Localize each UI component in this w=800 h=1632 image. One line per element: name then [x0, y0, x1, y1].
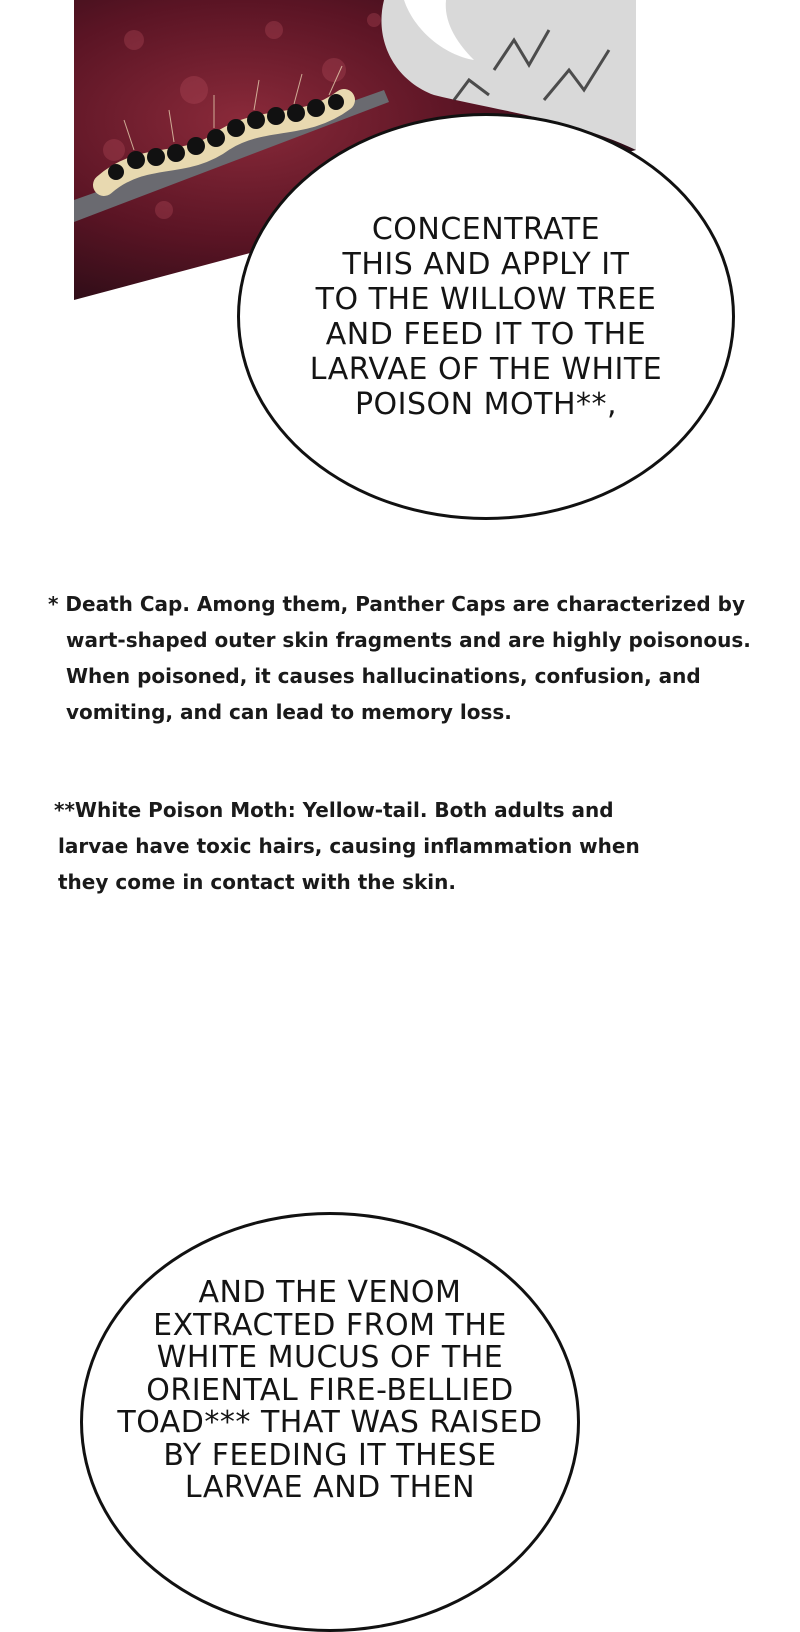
footnote-line: **White Poison Moth: Yellow-tail. Both adults and [54, 798, 614, 822]
speech-bubble-bottom [80, 1212, 580, 1632]
footnote-line: vomiting, and can lead to memory loss. [66, 700, 512, 724]
speech-bubble-top-text [310, 212, 662, 422]
bubble-line: THIS AND APPLY IT [342, 246, 630, 282]
bubble-line: CONCENTRATE [371, 211, 601, 247]
footnote-white-poison-moth [54, 792, 640, 900]
footnote-line: larvae have toxic hairs, causing inflammation when [58, 834, 640, 858]
bubble-line: TOAD*** THAT WAS RAISED [117, 1405, 543, 1440]
bubble-line: WHITE MUCUS OF THE [156, 1340, 504, 1375]
bubble-line: LARVAE OF THE WHITE [309, 351, 663, 387]
bubble-line: TO THE WILLOW TREE [315, 281, 657, 317]
speech-bubble-top [237, 113, 735, 520]
bubble-line: AND THE VENOM [198, 1275, 462, 1310]
bubble-line: BY FEEDING IT THESE [163, 1437, 497, 1473]
footnote-line: * Death Cap. Among them, Panther Caps are characterized by [48, 592, 746, 616]
bubble-line: ORIENTAL FIRE-BELLIED [146, 1372, 514, 1408]
footnote-line: wart-shaped outer skin fragments and are highly poisonous. [66, 628, 751, 652]
footnote-death-cap [48, 586, 751, 730]
bubble-line: EXTRACTED FROM THE [153, 1307, 507, 1343]
footnote-line: When poisoned, it causes hallucinations, confusion, and [66, 664, 701, 688]
bubble-line: AND FEED IT TO THE [325, 316, 647, 352]
speech-bubble-bottom-text [117, 1277, 542, 1505]
bubble-line: LARVAE AND THEN [184, 1470, 476, 1505]
bubble-line: POISON MOTH**, [354, 386, 618, 422]
footnote-line: they come in contact with the skin. [58, 870, 456, 894]
